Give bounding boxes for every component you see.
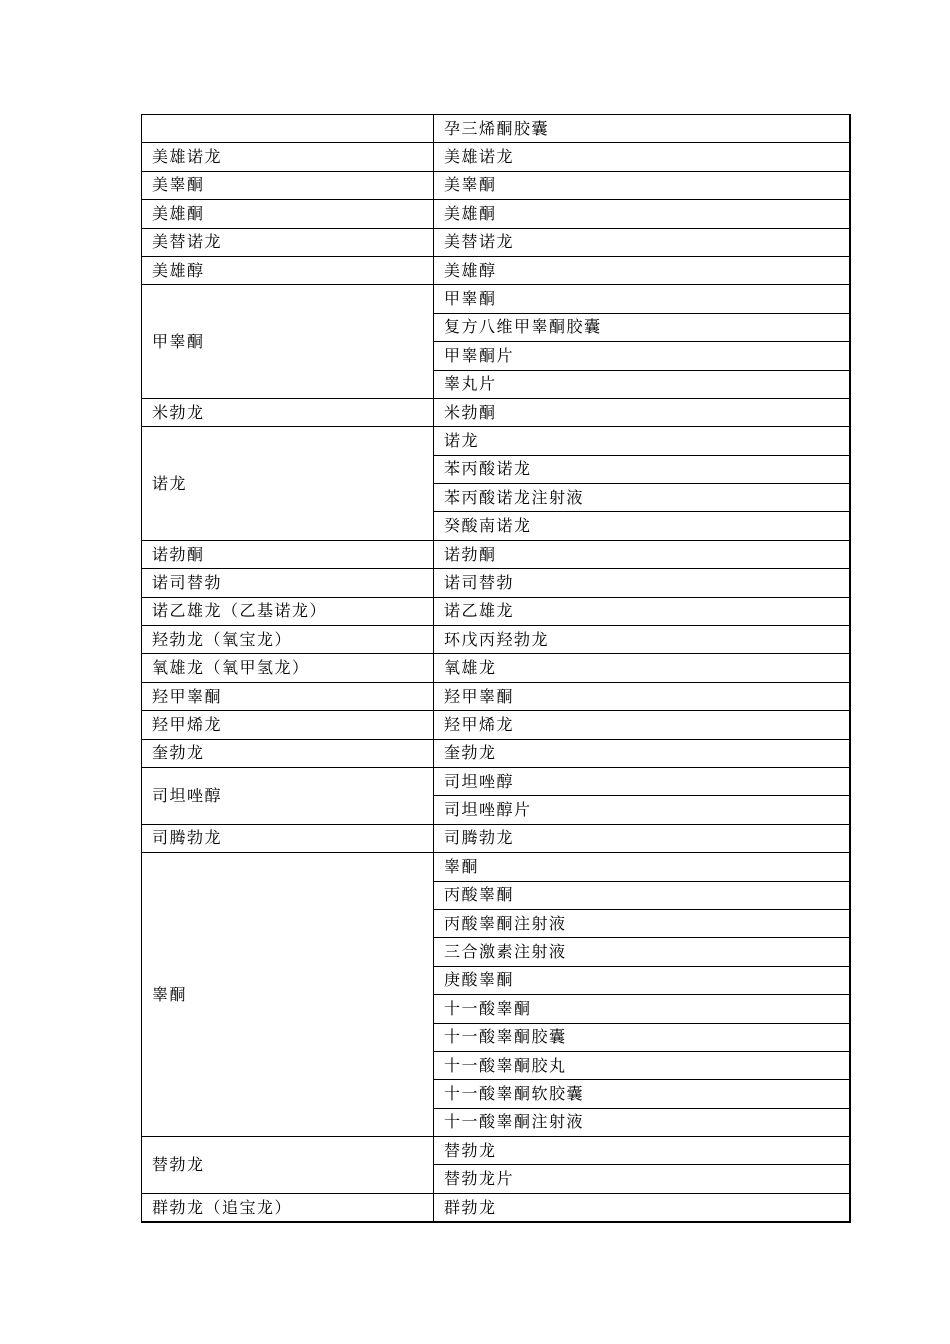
table-row bbox=[142, 143, 850, 171]
product-name-cell: 诺勃酮 bbox=[434, 540, 850, 568]
substance-name-cell: 诺乙雄龙（乙基诺龙） bbox=[142, 597, 434, 625]
product-name-cell: 十一酸睾酮软胶囊 bbox=[434, 1080, 850, 1108]
table-row bbox=[142, 115, 850, 143]
product-name-cell: 司腾勃龙 bbox=[434, 824, 850, 852]
product-name-cell: 甲睾酮片 bbox=[434, 342, 850, 370]
table-row bbox=[142, 228, 850, 256]
substance-name-cell: 诺龙 bbox=[142, 427, 434, 541]
product-name-cell: 十一酸睾酮胶囊 bbox=[434, 1023, 850, 1051]
product-name-cell: 氧雄龙 bbox=[434, 654, 850, 682]
table-row bbox=[142, 427, 850, 455]
substance-name-cell: 美雄醇 bbox=[142, 256, 434, 284]
substance-name-cell: 诺勃酮 bbox=[142, 540, 434, 568]
substance-name-cell: 司腾勃龙 bbox=[142, 824, 434, 852]
product-name-cell: 十一酸睾酮 bbox=[434, 995, 850, 1023]
product-name-cell: 癸酸南诺龙 bbox=[434, 512, 850, 540]
substance-name-cell: 羟甲睾酮 bbox=[142, 682, 434, 710]
product-name-cell: 替勃龙片 bbox=[434, 1165, 850, 1193]
substance-name-cell: 美睾酮 bbox=[142, 171, 434, 199]
product-name-cell: 睾酮 bbox=[434, 853, 850, 881]
table-row bbox=[142, 200, 850, 228]
drug-product-table bbox=[141, 114, 851, 1223]
product-name-cell: 美睾酮 bbox=[434, 171, 850, 199]
product-name-cell: 环戊丙羟勃龙 bbox=[434, 626, 850, 654]
table-row bbox=[142, 540, 850, 568]
substance-name-cell: 氧雄龙（氧甲氢龙） bbox=[142, 654, 434, 682]
table-row bbox=[142, 569, 850, 597]
table-body bbox=[142, 115, 850, 1223]
table-row bbox=[142, 824, 850, 852]
table-row bbox=[142, 285, 850, 313]
table-row bbox=[142, 398, 850, 426]
table-row bbox=[142, 1193, 850, 1222]
substance-name-cell: 群勃龙（追宝龙） bbox=[142, 1193, 434, 1222]
product-name-cell: 苯丙酸诺龙注射液 bbox=[434, 484, 850, 512]
product-name-cell: 羟甲烯龙 bbox=[434, 711, 850, 739]
table-row bbox=[142, 256, 850, 284]
product-name-cell: 美替诺龙 bbox=[434, 228, 850, 256]
product-name-cell: 十一酸睾酮胶丸 bbox=[434, 1051, 850, 1079]
product-name-cell: 羟甲睾酮 bbox=[434, 682, 850, 710]
table-row bbox=[142, 171, 850, 199]
product-name-cell: 司坦唑醇片 bbox=[434, 796, 850, 824]
product-name-cell: 美雄醇 bbox=[434, 256, 850, 284]
product-name-cell: 苯丙酸诺龙 bbox=[434, 455, 850, 483]
table-row bbox=[142, 767, 850, 795]
table-row bbox=[142, 1137, 850, 1165]
substance-name-cell: 甲睾酮 bbox=[142, 285, 434, 399]
substance-name-cell: 美雄诺龙 bbox=[142, 143, 434, 171]
product-name-cell: 诺龙 bbox=[434, 427, 850, 455]
table-row bbox=[142, 682, 850, 710]
product-name-cell: 司坦唑醇 bbox=[434, 767, 850, 795]
table-row bbox=[142, 626, 850, 654]
substance-name-cell: 睾酮 bbox=[142, 853, 434, 1137]
substance-name-cell bbox=[142, 115, 434, 143]
product-name-cell: 群勃龙 bbox=[434, 1193, 850, 1222]
product-name-cell: 诺司替勃 bbox=[434, 569, 850, 597]
product-name-cell: 三合激素注射液 bbox=[434, 938, 850, 966]
substance-name-cell: 诺司替勃 bbox=[142, 569, 434, 597]
substance-name-cell: 米勃龙 bbox=[142, 398, 434, 426]
product-name-cell: 甲睾酮 bbox=[434, 285, 850, 313]
product-name-cell: 奎勃龙 bbox=[434, 739, 850, 767]
product-name-cell: 美雄诺龙 bbox=[434, 143, 850, 171]
substance-name-cell: 奎勃龙 bbox=[142, 739, 434, 767]
table-row bbox=[142, 654, 850, 682]
substance-name-cell: 替勃龙 bbox=[142, 1137, 434, 1194]
product-name-cell: 复方八维甲睾酮胶囊 bbox=[434, 313, 850, 341]
substance-name-cell: 羟勃龙（氧宝龙） bbox=[142, 626, 434, 654]
product-name-cell: 替勃龙 bbox=[434, 1137, 850, 1165]
product-name-cell: 诺乙雄龙 bbox=[434, 597, 850, 625]
product-name-cell: 睾丸片 bbox=[434, 370, 850, 398]
product-name-cell: 孕三烯酮胶囊 bbox=[434, 115, 850, 143]
product-name-cell: 庚酸睾酮 bbox=[434, 966, 850, 994]
product-name-cell: 十一酸睾酮注射液 bbox=[434, 1108, 850, 1136]
product-name-cell: 米勃酮 bbox=[434, 398, 850, 426]
table-row bbox=[142, 853, 850, 881]
substance-name-cell: 司坦唑醇 bbox=[142, 767, 434, 824]
table-row bbox=[142, 739, 850, 767]
substance-name-cell: 美替诺龙 bbox=[142, 228, 434, 256]
product-name-cell: 丙酸睾酮注射液 bbox=[434, 909, 850, 937]
table-row bbox=[142, 597, 850, 625]
table-row bbox=[142, 711, 850, 739]
product-name-cell: 丙酸睾酮 bbox=[434, 881, 850, 909]
substance-name-cell: 羟甲烯龙 bbox=[142, 711, 434, 739]
product-name-cell: 美雄酮 bbox=[434, 200, 850, 228]
substance-name-cell: 美雄酮 bbox=[142, 200, 434, 228]
